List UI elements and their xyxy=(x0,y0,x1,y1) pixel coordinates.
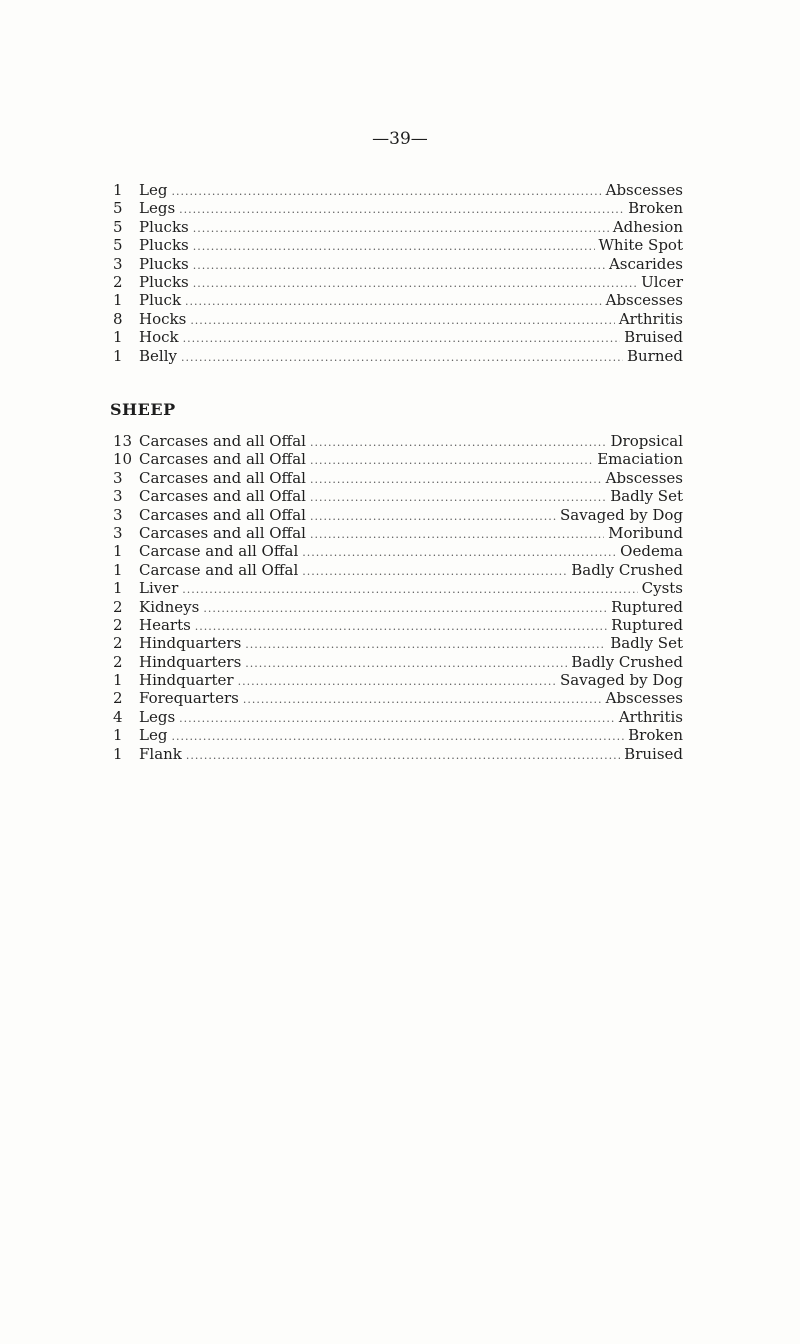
item-quantity: 2 xyxy=(113,615,123,634)
list-item xyxy=(113,291,683,309)
sheep-condemnation-list xyxy=(113,432,683,763)
page-number: —39— xyxy=(372,129,428,149)
dot-leader xyxy=(310,526,604,544)
item-quantity: 1 xyxy=(113,328,123,347)
list-item xyxy=(113,689,683,707)
item-condition: Emaciation xyxy=(597,450,683,469)
top-condemnation-list xyxy=(113,181,683,365)
item-name: Forequarters xyxy=(139,689,239,708)
list-item xyxy=(113,708,683,726)
list-item xyxy=(113,745,683,763)
list-item xyxy=(113,347,683,365)
item-name: Liver xyxy=(139,579,179,598)
item-condition: Moribund xyxy=(608,523,683,542)
item-name: Legs xyxy=(139,199,176,218)
item-name: Carcase and all Offal xyxy=(139,542,299,561)
list-item xyxy=(113,524,683,542)
dot-leader xyxy=(186,747,620,765)
dot-leader xyxy=(193,238,595,256)
item-quantity: 3 xyxy=(113,523,123,542)
item-condition: Savaged by Dog xyxy=(560,671,683,690)
dot-leader xyxy=(190,312,615,330)
list-item xyxy=(113,671,683,689)
item-name: Hindquarters xyxy=(139,634,242,653)
item-name: Leg xyxy=(139,181,168,199)
item-condition: Badly Set xyxy=(610,634,683,653)
item-condition: Abscesses xyxy=(605,468,683,487)
dot-leader xyxy=(182,581,637,599)
list-item xyxy=(113,218,683,236)
item-name: Hock xyxy=(139,328,179,347)
item-name: Carcases and all Offal xyxy=(139,432,306,450)
list-item xyxy=(113,598,683,616)
item-condition: Oedema xyxy=(620,542,683,561)
item-quantity: 3 xyxy=(113,505,123,524)
item-quantity: 5 xyxy=(113,217,123,236)
item-condition: Badly Crushed xyxy=(571,652,683,671)
list-item xyxy=(113,726,683,744)
list-item xyxy=(113,255,683,273)
dot-leader xyxy=(193,257,605,275)
list-item xyxy=(113,653,683,671)
dot-leader xyxy=(203,600,607,618)
dot-leader xyxy=(179,710,615,728)
item-name: Belly xyxy=(139,346,177,365)
item-name: Hindquarter xyxy=(139,671,234,690)
item-name: Kidneys xyxy=(139,597,200,616)
dot-leader xyxy=(245,655,567,673)
item-condition: Abscesses xyxy=(605,291,683,310)
item-name: Plucks xyxy=(139,217,189,236)
item-condition: Cysts xyxy=(641,579,683,598)
list-item xyxy=(113,487,683,505)
item-name: Hocks xyxy=(139,309,187,328)
list-item xyxy=(113,273,683,291)
item-condition: Arthritis xyxy=(618,707,683,726)
dot-leader xyxy=(238,673,556,691)
item-condition: Adhesion xyxy=(612,217,683,236)
dot-leader xyxy=(185,293,602,311)
item-quantity: 3 xyxy=(113,487,123,506)
list-item xyxy=(113,310,683,328)
item-quantity: 3 xyxy=(113,254,123,273)
item-condition: Ruptured xyxy=(611,597,683,616)
item-name: Carcases and all Offal xyxy=(139,505,306,524)
list-item xyxy=(113,236,683,254)
item-quantity: 5 xyxy=(113,199,123,218)
item-name: Hindquarters xyxy=(139,652,242,671)
item-quantity: 2 xyxy=(113,597,123,616)
dot-leader xyxy=(310,452,593,470)
item-quantity: 1 xyxy=(113,346,123,365)
list-item xyxy=(113,542,683,560)
dot-leader xyxy=(183,330,621,348)
list-item xyxy=(113,199,683,217)
item-quantity: 10 xyxy=(113,450,133,469)
item-quantity: 5 xyxy=(113,236,123,255)
item-condition: Broken xyxy=(628,726,683,745)
item-condition: Ruptured xyxy=(611,615,683,634)
item-condition: Bruised xyxy=(624,744,683,763)
dot-leader xyxy=(195,618,607,636)
item-condition: Savaged by Dog xyxy=(560,505,683,524)
item-condition: White Spot xyxy=(598,236,683,255)
dot-leader xyxy=(171,728,624,746)
list-item xyxy=(113,506,683,524)
item-quantity: 2 xyxy=(113,272,123,291)
list-item xyxy=(113,181,683,199)
dot-leader xyxy=(193,275,637,293)
item-condition: Abscesses xyxy=(605,181,683,199)
dot-leader xyxy=(310,471,602,489)
item-name: Carcases and all Offal xyxy=(139,468,306,487)
item-quantity: 1 xyxy=(113,181,123,199)
item-quantity: 3 xyxy=(113,468,123,487)
item-condition: Ascarides xyxy=(608,254,683,273)
list-item xyxy=(113,634,683,652)
item-condition: Badly Crushed xyxy=(571,560,683,579)
item-name: Plucks xyxy=(139,236,189,255)
item-condition: Abscesses xyxy=(605,689,683,708)
item-quantity: 1 xyxy=(113,744,123,763)
item-name: Plucks xyxy=(139,272,189,291)
item-name: Carcase and all Offal xyxy=(139,560,299,579)
item-name: Pluck xyxy=(139,291,182,310)
item-name: Carcases and all Offal xyxy=(139,450,306,469)
item-condition: Badly Set xyxy=(610,487,683,506)
item-name: Leg xyxy=(139,726,168,745)
item-quantity: 1 xyxy=(113,579,123,598)
item-name: Hearts xyxy=(139,615,191,634)
item-name: Legs xyxy=(139,707,176,726)
item-quantity: 1 xyxy=(113,560,123,579)
item-quantity: 13 xyxy=(113,432,133,450)
list-item xyxy=(113,579,683,597)
item-name: Plucks xyxy=(139,254,189,273)
dot-leader xyxy=(302,563,567,581)
item-quantity: 2 xyxy=(113,634,123,653)
item-condition: Ulcer xyxy=(641,272,683,291)
list-item xyxy=(113,450,683,468)
item-quantity: 2 xyxy=(113,652,123,671)
item-name: Carcases and all Offal xyxy=(139,523,306,542)
dot-leader xyxy=(243,691,602,709)
dot-leader xyxy=(302,544,616,562)
list-item xyxy=(113,432,683,450)
item-condition: Arthritis xyxy=(618,309,683,328)
item-quantity: 1 xyxy=(113,542,123,561)
item-quantity: 1 xyxy=(113,291,123,310)
list-item xyxy=(113,561,683,579)
dot-leader xyxy=(310,434,607,452)
item-condition: Dropsical xyxy=(610,432,683,450)
list-item xyxy=(113,328,683,346)
dot-leader xyxy=(245,636,606,654)
dot-leader xyxy=(179,201,624,219)
list-item xyxy=(113,469,683,487)
dot-leader xyxy=(181,349,623,367)
item-quantity: 1 xyxy=(113,726,123,745)
section-heading-sheep: SHEEP xyxy=(110,400,176,419)
item-quantity: 8 xyxy=(113,309,123,328)
item-condition: Bruised xyxy=(624,328,683,347)
item-condition: Burned xyxy=(627,346,683,365)
item-name: Flank xyxy=(139,744,182,763)
dot-leader xyxy=(171,183,601,201)
item-name: Carcases and all Offal xyxy=(139,487,306,506)
list-item xyxy=(113,616,683,634)
item-quantity: 4 xyxy=(113,707,123,726)
item-condition: Broken xyxy=(628,199,683,218)
dot-leader xyxy=(310,508,556,526)
dot-leader xyxy=(193,220,609,238)
item-quantity: 2 xyxy=(113,689,123,708)
item-quantity: 1 xyxy=(113,671,123,690)
